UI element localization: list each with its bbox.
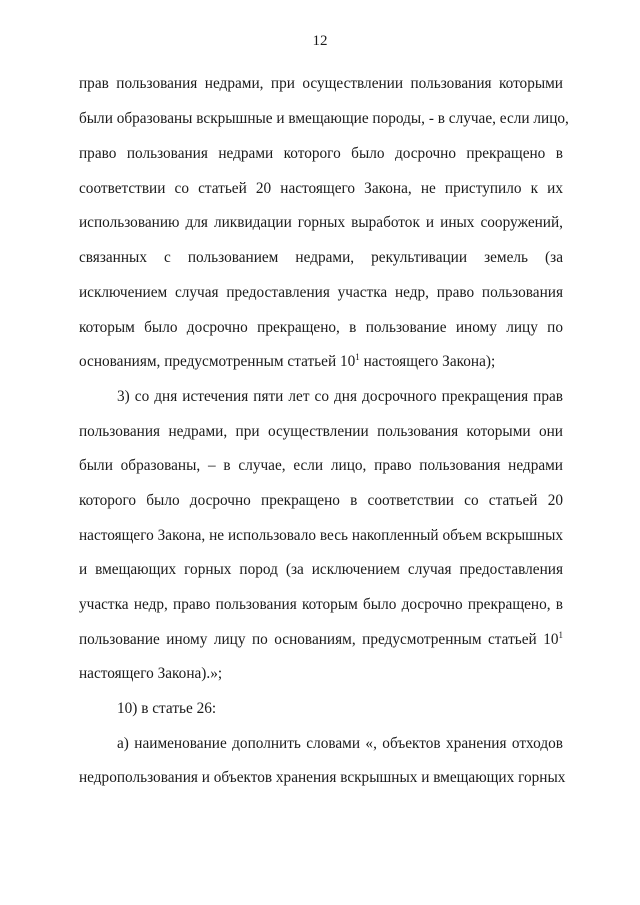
text-line: исключением случая предоставления участка недр, право пользования [79,284,563,301]
text-line: которым было досрочно прекращено, в пользование иному лицу по [79,319,563,336]
text-run: основаниям, предусмотренным статьей 10 [79,353,356,370]
text-run: настоящего Закона); [359,353,496,370]
text-line: использованию для ликвидации горных выработок и иных сооружений, [79,214,563,231]
text-line: которого было досрочно прекращено в соответствии со статьей 20 [79,492,563,509]
text-run: пользование иному лицу по основаниям, предусмотренным статьей 10 [79,631,559,648]
text-line: связанных с пользованием недрами, рекультивации земель (за [79,249,563,266]
text-line: право пользования недрами которого было досрочно прекращено в [79,145,563,162]
text-line: а) наименование дополнить словами «, объектов хранения отходов [117,735,563,752]
text-line: были образованы вскрышные и вмещающие породы, - в случае, если лицо, [79,110,569,127]
text-line: настоящего Закона).»; [79,665,223,682]
text-line: и вмещающих горных пород (за исключением случая предоставления [79,561,563,578]
superscript: 1 [558,630,563,640]
text-line [79,630,563,650]
text-line: настоящего Закона, не использовало весь накопленный объем вскрышных [79,527,563,544]
text-line: участка недр, право пользования которым было досрочно прекращено, в [79,596,563,613]
page-number: 12 [312,33,328,49]
text-line: были образованы, – в случае, если лицо, право пользования недрами [79,457,563,474]
text-line: пользования недрами, при осуществлении пользования которыми они [79,423,563,440]
text-line: соответствии со статьей 20 настоящего Закона, не приступило к их [79,180,563,197]
text-line: недропользования и объектов хранения вскрышных и вмещающих горных [79,769,566,786]
text-line: прав пользования недрами, при осуществлении пользования которыми [79,75,563,92]
text-line: 3) со дня истечения пяти лет со дня досрочного прекращения прав [117,388,563,405]
text-line [79,352,563,372]
text-line: 10) в статье 26: [117,700,217,717]
superscript: 1 [355,352,360,362]
